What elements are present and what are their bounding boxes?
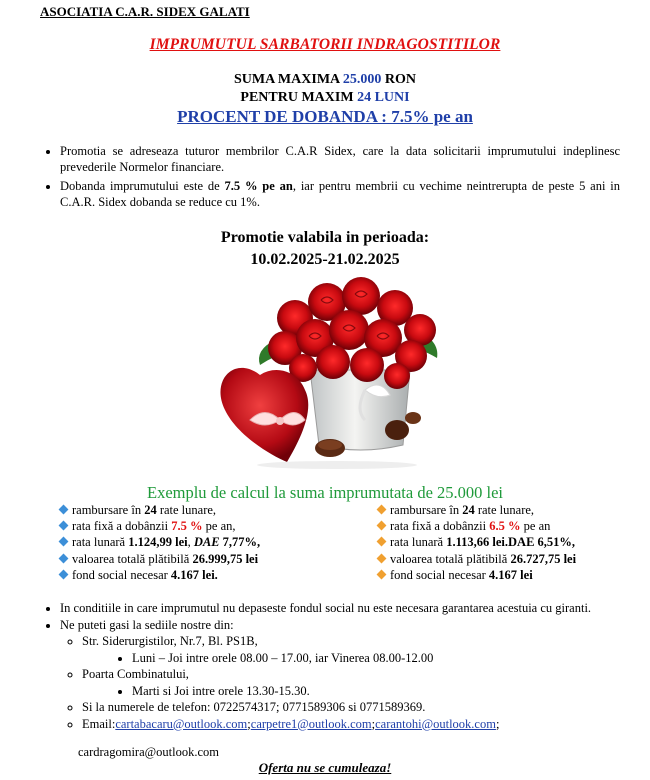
- max-period-value: 24 LUNI: [357, 90, 410, 105]
- list-item: rata fixă a dobânzii 6.5 % pe an: [378, 518, 576, 534]
- location-siderurgistilor: ◦ Str. Siderurgistilor, Nr.7, Bl. PS1B, • Luni – Joi intre orele 08.00 – 17.00, iar Vinerea 08.00-12.00: [82, 633, 620, 666]
- list-item: rata fixă a dobânzii 7.5 % pe an,: [60, 518, 260, 534]
- diamond-bullet-icon: [59, 537, 69, 547]
- example-right-column: [378, 502, 576, 583]
- interest-text-a: Dobanda imprumutului este de: [60, 179, 225, 193]
- list-item: rata lunară 1.113,66 lei.DAE 6,51%,: [378, 534, 576, 550]
- roses-gift-image: [215, 270, 460, 478]
- list-item: fond social necesar 4.167 lei.: [60, 567, 260, 583]
- diamond-bullet-icon: [59, 553, 69, 563]
- diamond-bullet-icon: [377, 569, 387, 579]
- list-item: rambursare în 24 rate lunare,: [60, 502, 260, 518]
- promo-label: Promotie valabila in perioada:: [220, 229, 430, 246]
- diamond-bullet-icon: [377, 505, 387, 515]
- diamond-bullet-icon: [377, 553, 387, 563]
- max-sum-suffix: RON: [381, 72, 416, 87]
- email-link[interactable]: carantohi@outlook.com: [375, 716, 496, 731]
- email-link[interactable]: cartabacaru@outlook.com: [115, 716, 248, 731]
- locations-item: • Ne puteti gasi la sediile nostre din: ◦ Str. Siderurgistilor, Nr.7, Bl. PS1B, • Luni – Joi intre orele 08.00 – 17.00, iar Vinerea 08.00-12.00 ◦ Poarta Combinatului, • Marti si Joi intre orele 13.30-15.30. ◦ Si la numerele de telefon: 0722574317; 0771589306 si 0771589369. ◦ Email:cartabacaru@outlook.com;carpetre1@outlook.com;carantohi@outlook.com;: [60, 617, 620, 733]
- page-title: IMPRUMUTUL SARBATORII INDRAGOSTITILOR: [149, 36, 501, 53]
- example-left-column: [60, 502, 260, 583]
- diamond-bullet-icon: [59, 505, 69, 515]
- location-poarta: ◦ Poarta Combinatului, • Marti si Joi intre orele 13.30-15.30.: [82, 666, 620, 699]
- interest-value: 7.5 % pe an: [224, 179, 293, 193]
- promo-dates: 10.02.2025-21.02.2025: [250, 251, 400, 268]
- diamond-bullet-icon: [59, 569, 69, 579]
- list-item: fond social necesar 4.167 lei: [378, 567, 576, 583]
- max-sum-value: 25.000: [342, 72, 382, 87]
- organization-name: ASOCIATIA C.A.R. SIDEX GALATI: [40, 4, 250, 19]
- email-link[interactable]: carpetre1@outlook.com: [250, 716, 372, 731]
- max-period-prefix: PENTRU MAXIM: [240, 90, 358, 105]
- location-hours: • Marti si Joi intre orele 13.30-15.30.: [132, 683, 620, 700]
- interest-text-c: , iar pentru membrii cu vechime neintrerupta de peste 5 ani in C.A.R. Sidex dobanda se reduce cu 1%.: [60, 179, 620, 209]
- max-period-line: [0, 90, 650, 106]
- phone-numbers: ◦ Si la numerele de telefon: 0722574317; 0771589306 si 0771589369.: [82, 699, 620, 716]
- interest-rate-heading: PROCENT DE DOBANDA : 7.5% pe an: [177, 107, 473, 126]
- list-item: rambursare în 24 rate lunare,: [378, 502, 576, 518]
- diamond-bullet-icon: [377, 537, 387, 547]
- guarantee-note: • In conditiile in care imprumutul nu depaseste fondul social nu este necesara garantarea acestuia cu giranti.: [60, 600, 620, 617]
- list-item: valoarea totală plătibilă 26.999,75 lei: [60, 551, 260, 567]
- email-last: cardragomira@outlook.com: [78, 745, 219, 759]
- location-hours: • Luni – Joi intre orele 08.00 – 17.00, iar Vinerea 08.00-12.00: [132, 650, 620, 667]
- list-item: rata lunară 1.124,99 lei, DAE 7,77%,: [60, 534, 260, 550]
- offer-note: Oferta nu se cumuleaza!: [258, 760, 392, 775]
- email-list: ◦ Email:cartabacaru@outlook.com;carpetre1@outlook.com;carantohi@outlook.com;: [82, 716, 620, 733]
- list-item: valoarea totală plătibilă 26.727,75 lei: [378, 551, 576, 567]
- info-item-eligibility: • Promotia se adreseaza tuturor membrilor C.A.R Sidex, care la data solicitarii imprumutului indeplinesc prevederile Normelor financiare.: [60, 143, 620, 175]
- diamond-bullet-icon: [377, 521, 387, 531]
- max-sum-line: [0, 72, 650, 88]
- max-sum-prefix: SUMA MAXIMA: [233, 72, 343, 87]
- example-title: Exemplu de calcul la suma imprumutata de 25.000 lei: [146, 483, 504, 502]
- info-list: [40, 143, 620, 213]
- info-item-interest: [60, 178, 620, 210]
- diamond-bullet-icon: [59, 521, 69, 531]
- contact-list: [40, 600, 620, 732]
